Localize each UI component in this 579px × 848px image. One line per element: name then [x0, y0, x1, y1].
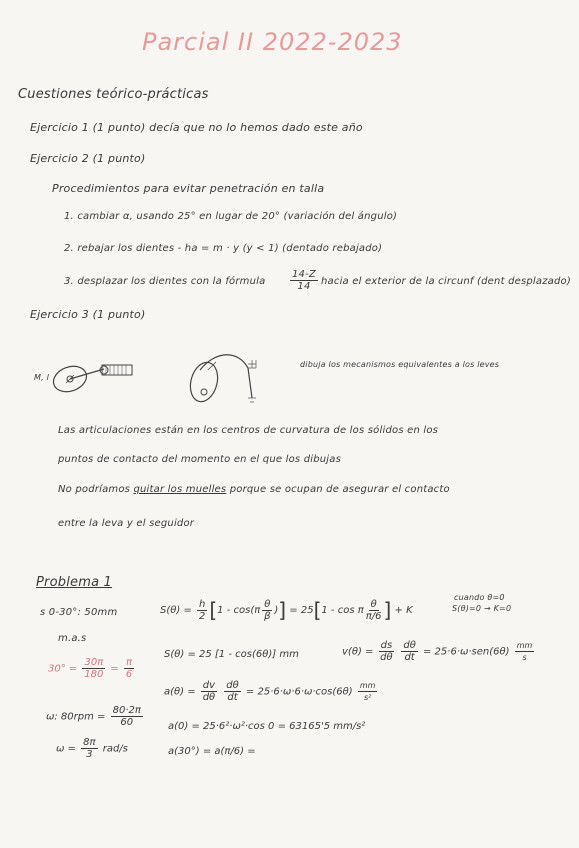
cam-sketch-1 [46, 355, 146, 405]
left-line-5-lhs: ω = [56, 743, 76, 755]
equation-1-note-2: S(θ)=0 → K=0 [452, 604, 512, 613]
paragraph-line-3-underlined: quitar los muelles [133, 484, 227, 495]
eq4-lhs: a(θ) = [164, 686, 196, 698]
equation-2: S(θ) = 25 [1 - cos(6θ)] mm [164, 649, 299, 660]
paragraph-line-1: Las articulaciones están en los centros de curvatura de los sólidos en los [58, 425, 439, 436]
equation-6: a(30°) = a(π/6) = [168, 746, 256, 757]
eq1-lhs: S(θ) = [160, 605, 192, 616]
eq1-k: + K [394, 605, 413, 616]
eq1-pi-6: π/6 [365, 610, 382, 622]
figure-label: M, l [34, 373, 50, 382]
procedure-item-3-start: 3. desplazar los dientes con la fórmula [64, 276, 266, 287]
eq4-dt: dt [227, 692, 238, 703]
eq4-unit-num: mm [359, 681, 376, 690]
procedure-item-1: 1. cambiar α, usando 25° en lugar de 20° (variación del ángulo) [64, 211, 398, 222]
eq1-cos: 1 - cos(π [217, 605, 261, 616]
equation-1-note-1: cuando θ=0 [454, 593, 505, 602]
left-line-5-unit: rad/s [102, 743, 128, 755]
paragraph-line-3-end: porque se ocupan de asegurar el contacto [229, 484, 450, 495]
exercise-2-heading: Ejercicio 2 (1 punto) [30, 152, 146, 165]
left-line-3-f1-num: 30π [84, 657, 104, 668]
exercise-1-line: Ejercicio 1 (1 punto) decía que no lo hemos dado este año [30, 121, 363, 134]
left-line-4 [46, 705, 145, 728]
eq3-dtheta: dθ [380, 652, 393, 663]
paragraph-line-4: entre la leva y el seguidor [58, 518, 195, 529]
eq3-dt: dt [404, 652, 415, 663]
eq3-dtheta-2: dθ [403, 640, 416, 651]
eq1-h: h [199, 598, 206, 610]
eq1-25: = 25 [289, 605, 314, 616]
left-line-3 [48, 657, 136, 680]
eq4-dtheta-2: dθ [226, 680, 239, 691]
left-line-3-f1-den: 180 [84, 669, 104, 680]
eq4-unit-den: s² [363, 693, 372, 702]
exercise-3-heading: Ejercicio 3 (1 punto) [30, 308, 146, 321]
left-line-3-f2-den: 6 [125, 669, 133, 680]
procedure-item-3-end: hacia el exterior de la circunf (dent desplazado) [321, 276, 571, 287]
cam-sketch-2 [186, 350, 266, 410]
left-line-3-lhs: 30° = [48, 663, 78, 675]
left-line-4-den: 60 [120, 717, 134, 728]
left-line-5-den: 3 [86, 749, 93, 760]
paragraph-line-2: puntos de contacto del momento en el que los dibujas [58, 454, 342, 465]
eq1-cos-pi: 1 - cos π [321, 605, 364, 616]
equation-3 [342, 640, 536, 663]
eq1-theta: θ [264, 598, 271, 610]
left-line-2: m.a.s [58, 633, 87, 644]
procedure-item-3-fraction [288, 269, 320, 292]
problem-heading: Problema 1 [36, 575, 113, 590]
eq4-rhs: = 25·6·ω·6·ω·cos(6θ) [245, 686, 353, 698]
left-line-1: s 0-30°: 50mm [40, 607, 118, 618]
eq1-theta-2: θ [370, 598, 377, 610]
eq3-unit-num: mm [516, 641, 533, 650]
exercise-2-subheading: Procedimientos para evitar penetración en talla [52, 182, 325, 195]
left-line-3-f2-num: π [126, 657, 133, 668]
eq3-rhs: = 25·6·ω·sen(6θ) [423, 646, 510, 658]
eq4-dv: dv [202, 680, 216, 691]
left-line-4-lhs: ω: 80rpm = [46, 711, 106, 723]
eq3-unit-den: s [522, 653, 527, 662]
fraction-denominator: 14 [297, 281, 311, 292]
eq3-lhs: v(θ) = [342, 646, 374, 658]
equation-4 [164, 680, 379, 703]
left-line-4-num: 80·2π [112, 705, 141, 716]
left-line-5 [56, 737, 128, 760]
left-line-3-eq: = [110, 663, 119, 675]
equation-1: S(θ) = $\frac{h}{2}$ [1 - cos(π $\frac{\theta}{\beta}$ )] = 25[1 - cos π $\frac{\theta}{\pi/6}$ ] + K [160, 598, 413, 622]
procedure-item-2: 2. rebajar los dientes - ha = m · y (y < 1) (dentado rebajado) [64, 243, 383, 254]
page-title: Parcial II 2022-2023 [142, 28, 403, 56]
eq1-beta: β [264, 610, 271, 622]
figure-caption: dibuja los mecanismos equivalentes a los leves [300, 360, 500, 369]
eq1-paren: ) [274, 605, 279, 616]
eq4-dtheta: dθ [202, 692, 216, 703]
fraction-numerator: 14-Z [292, 269, 316, 280]
paragraph-line-3 [58, 484, 450, 495]
section-heading: Cuestiones teórico-prácticas [18, 87, 209, 102]
eq1-2: 2 [199, 610, 206, 622]
left-line-5-num: 8π [83, 737, 96, 748]
equation-5: a(0) = 25·6²·ω²·cos 0 = 63165'5 mm/s² [168, 721, 366, 732]
eq3-ds: ds [380, 640, 393, 651]
paragraph-line-3-start: No podríamos [58, 484, 131, 495]
